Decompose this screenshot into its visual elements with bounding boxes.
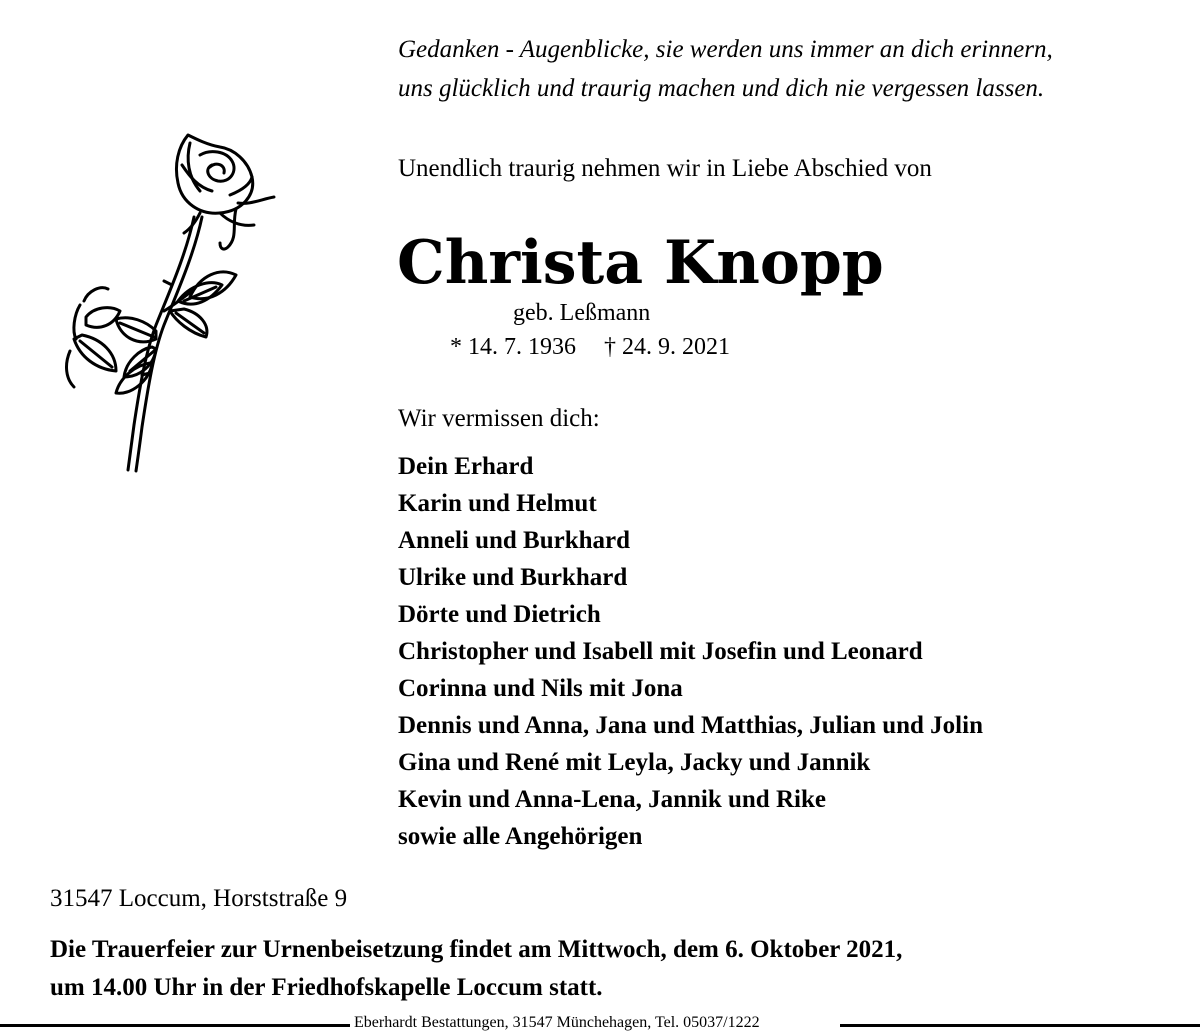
mourner-entry: Dein Erhard [398, 453, 534, 480]
mourner-entry: sowie alle Angehörigen [398, 823, 643, 850]
ceremony-line: Die Trauerfeier zur Urnenbeisetzung findet am Mittwoch, dem 6. Oktober 2021, [50, 936, 903, 963]
deceased-name: Christa Knopp [397, 228, 884, 298]
mourner-entry: Karin und Helmut [398, 490, 597, 517]
quote-line: Gedanken - Augenblicke, sie werden uns immer an dich erinnern, [398, 36, 1053, 63]
death-date: † 24. 9. 2021 [604, 334, 730, 360]
ceremony-info [50, 931, 1170, 1007]
mourner-entry: Kevin und Anna-Lena, Jannik und Rike [398, 786, 826, 813]
birth-date: * 14. 7. 1936 [450, 334, 576, 360]
memorial-quote [398, 30, 1178, 108]
mourner-entry: Ulrike und Burkhard [398, 564, 628, 591]
mourner-entry: Dörte und Dietrich [398, 601, 601, 628]
footer-rule-left [0, 1024, 360, 1027]
mourner-entry: Anneli und Burkhard [398, 527, 631, 554]
mourner-entry: Dennis und Anna, Jana und Matthias, Julian und Jolin [398, 712, 983, 739]
funeral-home-credit: Eberhardt Bestattungen, 31547 Münchehagen, Tel. 05037/1222 [350, 1014, 764, 1032]
footer [0, 1014, 1200, 1036]
quote-line: uns glücklich und traurig machen und dich nie vergessen lassen. [398, 75, 1045, 102]
intro-text: Unendlich traurig nehmen wir in Liebe Abschied von [398, 155, 932, 182]
rose-icon [60, 125, 280, 475]
mourner-entry: Corinna und Nils mit Jona [398, 675, 683, 702]
ceremony-line: um 14.00 Uhr in der Friedhofskapelle Loccum statt. [50, 974, 603, 1001]
mourners-list [398, 448, 983, 855]
mourner-entry: Gina und René mit Leyla, Jacky und Jannik [398, 749, 871, 776]
miss-line: Wir vermissen dich: [398, 405, 600, 432]
mourner-entry: Christopher und Isabell mit Josefin und Leonard [398, 638, 923, 665]
life-dates [450, 334, 758, 361]
address: 31547 Loccum, Horststraße 9 [50, 885, 348, 912]
footer-rule-right [840, 1024, 1200, 1027]
maiden-name: geb. Leßmann [513, 300, 651, 326]
